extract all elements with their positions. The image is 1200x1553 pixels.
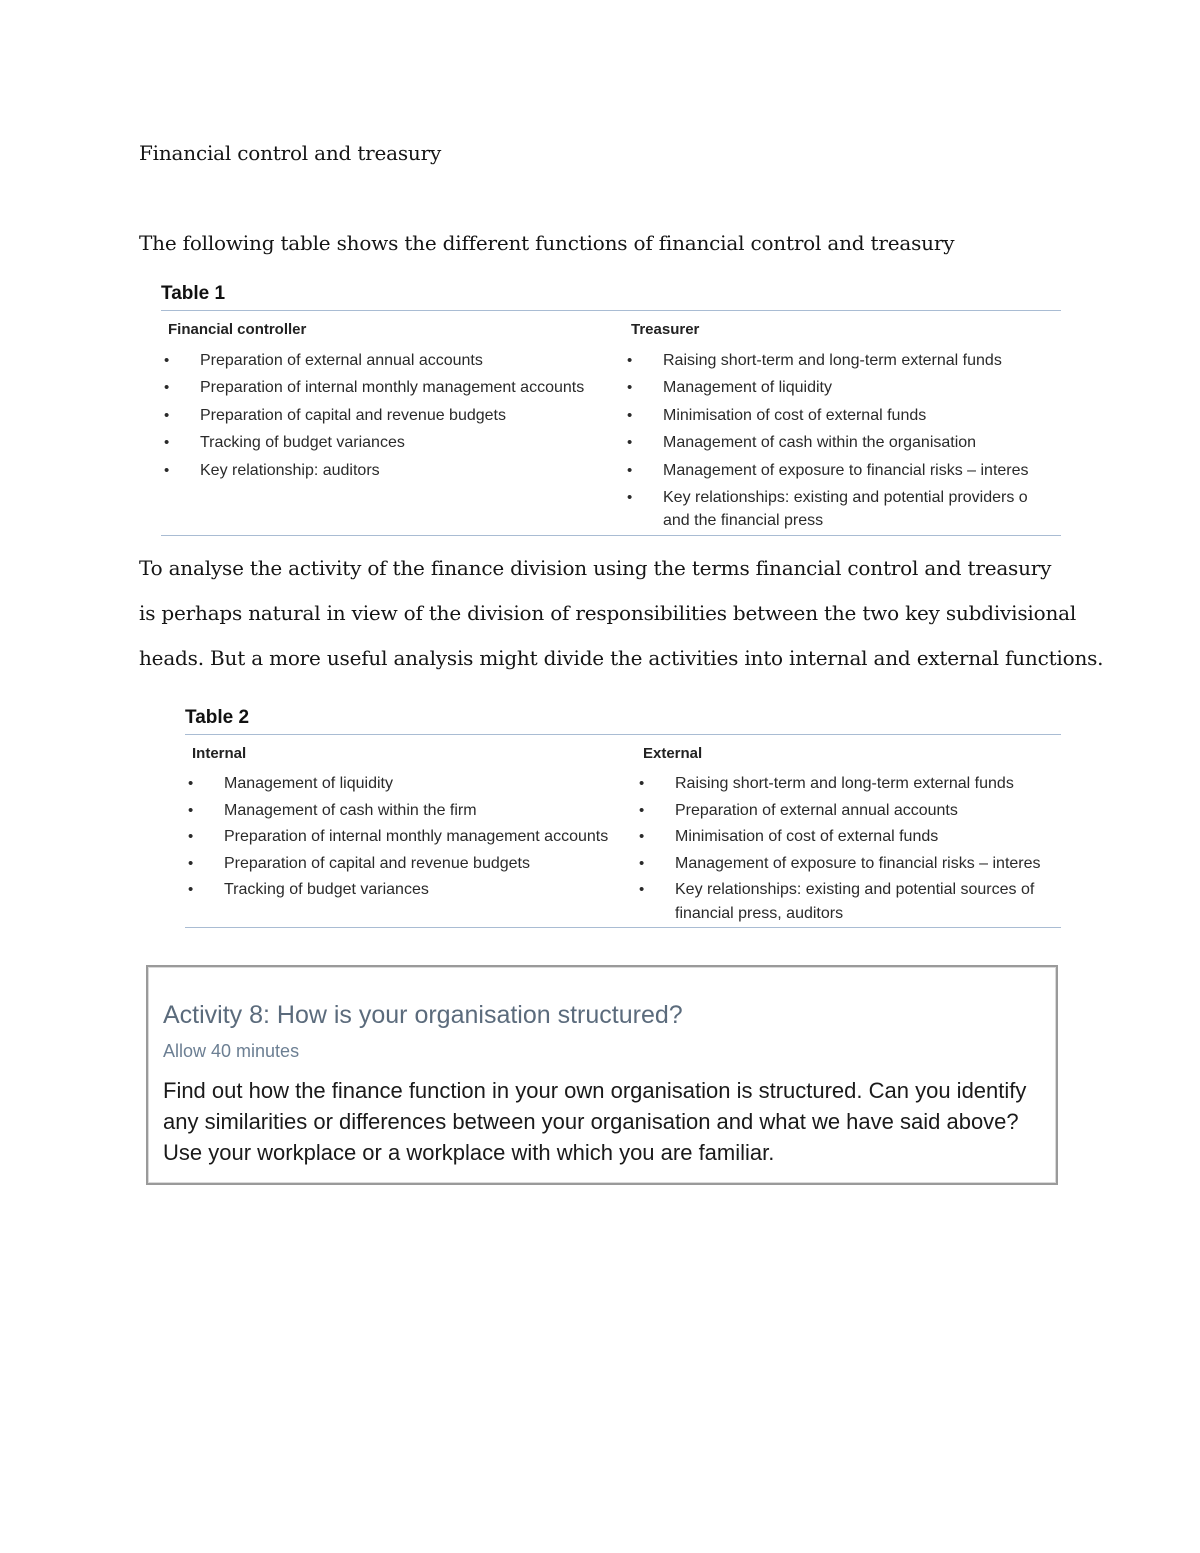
list-item-continuation: and the financial press xyxy=(663,512,824,530)
activity-box xyxy=(146,965,1058,1185)
bullet-icon: • xyxy=(164,352,170,369)
table-1-financial-controller-list xyxy=(164,349,584,486)
bullet-icon: • xyxy=(627,488,633,506)
bullet-icon: • xyxy=(627,352,633,369)
list-item: • Preparation of external annual accounts xyxy=(639,799,1041,823)
bullet-icon: • xyxy=(639,881,645,898)
paragraph-line: is perhaps natural in view of the division of responsibilities between the two key subdivisional xyxy=(139,601,1077,625)
table-2-header-external: External xyxy=(643,745,703,762)
list-item: • Management of exposure to financial risks – interes xyxy=(627,459,1029,483)
bullet-icon: • xyxy=(164,406,170,424)
bullet-icon: • xyxy=(188,775,194,792)
bullet-icon: • xyxy=(639,854,645,872)
list-item: • Key relationships: existing and potential sources of financial press, auditors xyxy=(639,878,1041,925)
activity-time-allowance: Allow 40 minutes xyxy=(163,1041,300,1061)
bullet-icon: • xyxy=(188,881,194,898)
table-2-title: Table 2 xyxy=(185,707,250,728)
table-2-external-list xyxy=(639,772,1041,928)
bullet-icon: • xyxy=(627,434,633,452)
table-1-header-treasurer: Treasurer xyxy=(631,321,700,338)
list-item: • Management of liquidity xyxy=(188,772,608,796)
table-2-header-internal: Internal xyxy=(192,745,247,762)
list-item: • Management of liquidity xyxy=(627,376,1029,400)
intro-paragraph: The following table shows the different functions of financial control and treasury xyxy=(139,231,955,255)
bullet-icon: • xyxy=(639,775,645,792)
list-item: • Raising short-term and long-term external funds xyxy=(639,772,1041,796)
table-2-top-rule xyxy=(185,734,1061,735)
analysis-paragraph xyxy=(139,555,1104,690)
table-1-treasurer-list xyxy=(627,349,1029,537)
table-2-bottom-rule xyxy=(185,927,1061,928)
list-item: • Preparation of internal monthly management accounts xyxy=(188,825,608,849)
paragraph-line: To analyse the activity of the finance division using the terms financial control and treasury xyxy=(139,556,1052,580)
bullet-icon: • xyxy=(188,801,194,819)
list-item: • Tracking of budget variances xyxy=(164,431,584,455)
list-item: • Key relationships: existing and potential providers o and the financial press xyxy=(627,486,1029,533)
list-item: • Management of exposure to financial risks – interes xyxy=(639,852,1041,876)
table-2-internal-list xyxy=(188,772,608,905)
table-2 xyxy=(174,704,1061,934)
bullet-icon: • xyxy=(639,801,645,819)
bullet-icon: • xyxy=(188,854,194,872)
list-item: • Preparation of capital and revenue budgets xyxy=(164,404,584,428)
bullet-icon: • xyxy=(639,828,645,845)
table-1-top-rule xyxy=(161,310,1061,311)
table-1-bottom-rule xyxy=(161,535,1061,536)
list-item: • Tracking of budget variances xyxy=(188,878,608,902)
activity-body: Find out how the finance function in your own organisation is structured. Can you identify any similarities or differences between your organisation and what we have said above? Use your workplace or a workplace with which you are familiar. xyxy=(163,1078,1027,1165)
bullet-icon: • xyxy=(627,461,633,479)
table-1-header-financial-controller: Financial controller xyxy=(168,321,307,338)
bullet-icon: • xyxy=(188,828,194,845)
bullet-icon: • xyxy=(164,379,170,397)
bullet-icon: • xyxy=(627,406,633,424)
list-item: • Preparation of external annual accounts xyxy=(164,349,584,373)
paragraph-line: heads. But a more useful analysis might divide the activities into internal and external functions. xyxy=(139,646,1104,670)
list-item: • Minimisation of cost of external funds xyxy=(639,825,1041,849)
bullet-icon: • xyxy=(164,434,170,452)
table-1-title: Table 1 xyxy=(161,283,226,304)
table-1 xyxy=(150,280,1061,540)
list-item: • Minimisation of cost of external funds xyxy=(627,404,1029,428)
activity-title: Activity 8: How is your organisation structured? xyxy=(163,1001,683,1029)
list-item: • Preparation of capital and revenue budgets xyxy=(188,852,608,876)
list-item: • Management of cash within the firm xyxy=(188,799,608,823)
list-item: • Key relationship: auditors xyxy=(164,459,584,483)
bullet-icon: • xyxy=(627,379,633,397)
list-item-continuation: financial press, auditors xyxy=(675,904,844,922)
page-title: Financial control and treasury xyxy=(139,141,442,165)
list-item: • Preparation of internal monthly management accounts xyxy=(164,376,584,400)
list-item: • Raising short-term and long-term external funds xyxy=(627,349,1029,373)
list-item: • Management of cash within the organisation xyxy=(627,431,1029,455)
bullet-icon: • xyxy=(164,461,170,479)
